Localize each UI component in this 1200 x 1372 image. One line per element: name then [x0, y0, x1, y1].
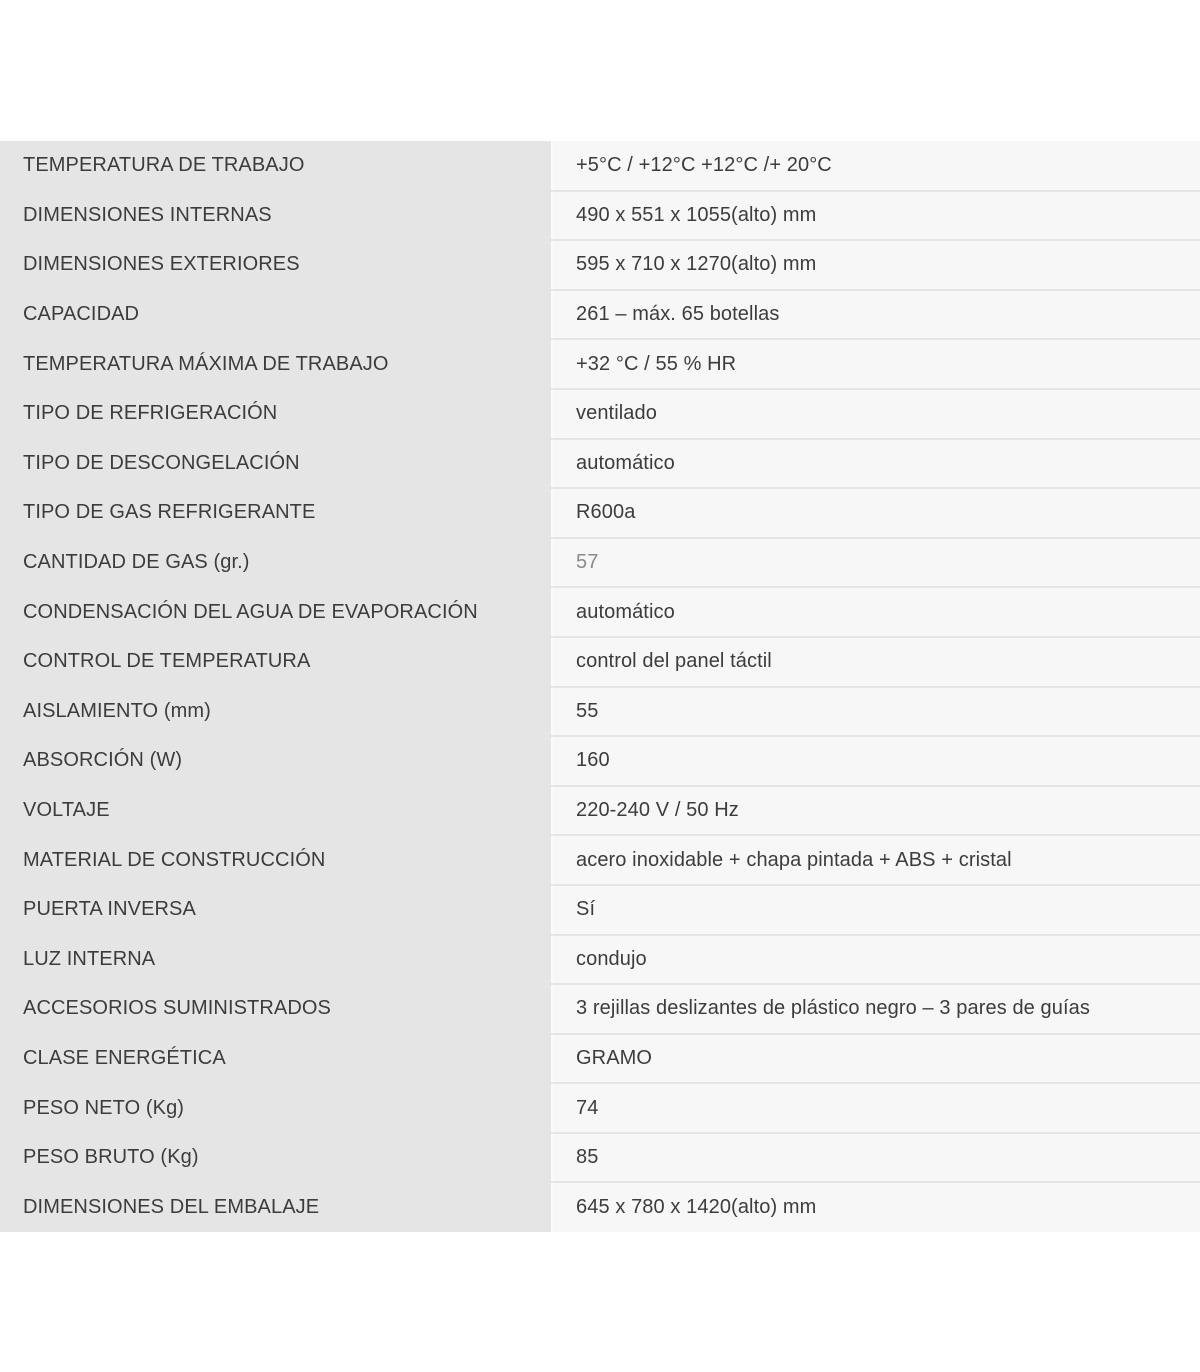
spec-label: MATERIAL DE CONSTRUCCIÓN [0, 835, 552, 885]
spec-label: TEMPERATURA MÁXIMA DE TRABAJO [0, 339, 552, 389]
spec-table [0, 141, 1200, 1232]
spec-value: Sí [552, 885, 1200, 935]
spec-label: CONDENSACIÓN DEL AGUA DE EVAPORACIÓN [0, 587, 552, 637]
spec-value: 55 [552, 687, 1200, 737]
spec-label: PESO NETO (Kg) [0, 1083, 552, 1133]
spec-label: AISLAMIENTO (mm) [0, 687, 552, 737]
spec-row [0, 587, 1200, 637]
spec-label: CANTIDAD DE GAS (gr.) [0, 538, 552, 588]
spec-label: DIMENSIONES EXTERIORES [0, 240, 552, 290]
spec-label: ACCESORIOS SUMINISTRADOS [0, 984, 552, 1034]
spec-value: +32 °C / 55 % HR [552, 339, 1200, 389]
spec-label: TIPO DE REFRIGERACIÓN [0, 389, 552, 439]
spec-row [0, 687, 1200, 737]
spec-value: 57 [552, 538, 1200, 588]
spec-value: +5°C / +12°C +12°C /+ 20°C [552, 141, 1200, 191]
spec-label: TIPO DE GAS REFRIGERANTE [0, 488, 552, 538]
spec-value: R600a [552, 488, 1200, 538]
spec-label: PUERTA INVERSA [0, 885, 552, 935]
spec-label: TEMPERATURA DE TRABAJO [0, 141, 552, 191]
spec-row [0, 1083, 1200, 1133]
spec-label: DIMENSIONES INTERNAS [0, 191, 552, 241]
spec-value: automático [552, 587, 1200, 637]
spec-row [0, 885, 1200, 935]
spec-row [0, 835, 1200, 885]
spec-row [0, 538, 1200, 588]
spec-label: CAPACIDAD [0, 290, 552, 340]
spec-value: 220-240 V / 50 Hz [552, 786, 1200, 836]
spec-label: CONTROL DE TEMPERATURA [0, 637, 552, 687]
spec-label: TIPO DE DESCONGELACIÓN [0, 439, 552, 489]
spec-value: GRAMO [552, 1034, 1200, 1084]
spec-row [0, 290, 1200, 340]
spec-label: CLASE ENERGÉTICA [0, 1034, 552, 1084]
spec-row [0, 488, 1200, 538]
spec-value: 3 rejillas deslizantes de plástico negro – 3 pares de guías [552, 984, 1200, 1034]
spec-row [0, 141, 1200, 191]
spec-value: 645 x 780 x 1420(alto) mm [552, 1182, 1200, 1232]
spec-value: 85 [552, 1133, 1200, 1183]
spec-label: VOLTAJE [0, 786, 552, 836]
spec-value: 595 x 710 x 1270(alto) mm [552, 240, 1200, 290]
spec-row [0, 1034, 1200, 1084]
spec-label: LUZ INTERNA [0, 935, 552, 985]
spec-row [0, 439, 1200, 489]
spec-value: 490 x 551 x 1055(alto) mm [552, 191, 1200, 241]
spec-value: control del panel táctil [552, 637, 1200, 687]
spec-row [0, 389, 1200, 439]
spec-value: condujo [552, 935, 1200, 985]
spec-value: 261 – máx. 65 botellas [552, 290, 1200, 340]
spec-value: automático [552, 439, 1200, 489]
spec-row [0, 935, 1200, 985]
spec-row [0, 339, 1200, 389]
spec-label: PESO BRUTO (Kg) [0, 1133, 552, 1183]
spec-row [0, 736, 1200, 786]
spec-row [0, 191, 1200, 241]
spec-row [0, 984, 1200, 1034]
spec-value: acero inoxidable + chapa pintada + ABS + cristal [552, 835, 1200, 885]
spec-row [0, 637, 1200, 687]
spec-row [0, 240, 1200, 290]
spec-row [0, 1133, 1200, 1183]
spec-label: ABSORCIÓN (W) [0, 736, 552, 786]
spec-value: ventilado [552, 389, 1200, 439]
spec-value: 160 [552, 736, 1200, 786]
spec-label: DIMENSIONES DEL EMBALAJE [0, 1182, 552, 1232]
spec-row [0, 786, 1200, 836]
spec-row [0, 1182, 1200, 1232]
spec-value: 74 [552, 1083, 1200, 1133]
